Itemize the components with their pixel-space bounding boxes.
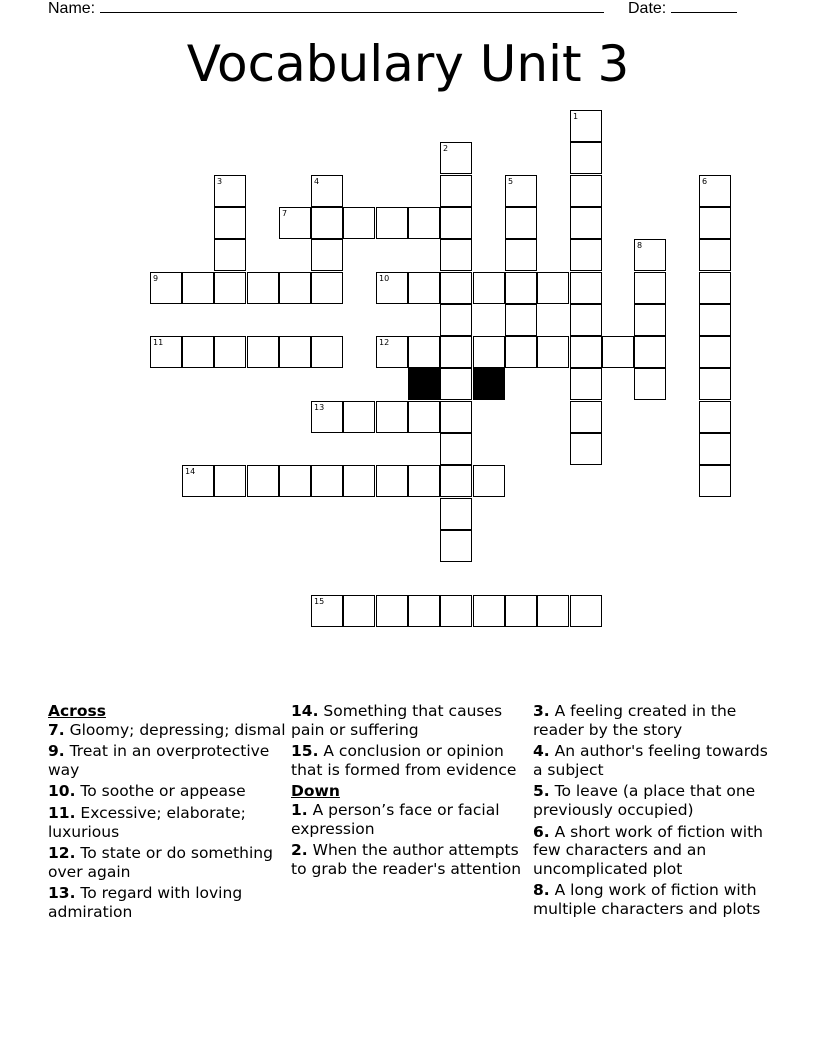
clue-text: A feeling created in the reader by the story [533,702,737,739]
crossword-cell[interactable] [473,465,505,497]
crossword-cell[interactable] [505,304,537,336]
across-clue [48,804,288,841]
crossword-cell[interactable] [505,175,537,207]
crossword-cell[interactable] [247,336,279,368]
clue-number: 4. [533,742,550,761]
crossword-cell[interactable] [473,595,505,627]
crossword-cell[interactable] [311,272,343,304]
crossword-cell[interactable] [570,207,602,239]
crossword-cell[interactable] [440,595,472,627]
crossword-cell[interactable] [440,207,472,239]
crossword-cell[interactable] [634,368,666,400]
down-clue [533,823,773,879]
crossword-cell[interactable] [634,239,666,271]
crossword-cell[interactable] [440,401,472,433]
crossword-cell[interactable] [440,175,472,207]
crossword-cell[interactable] [408,595,440,627]
black-square [473,368,505,400]
crossword-cell[interactable] [311,239,343,271]
clue-number: 1. [291,800,308,819]
crossword-cell[interactable] [602,336,634,368]
crossword-cell[interactable] [279,465,311,497]
clue-text: A short work of fiction with few characters and an uncomplicated plot [533,822,763,878]
cell-number: 9 [153,274,159,283]
crossword-cell[interactable] [311,336,343,368]
crossword-cell[interactable] [634,272,666,304]
crossword-cell[interactable] [570,304,602,336]
crossword-cell[interactable] [150,336,182,368]
crossword-cell[interactable] [699,272,731,304]
crossword-cell[interactable] [570,595,602,627]
crossword-cell[interactable] [699,433,731,465]
cell-number: 14 [185,467,196,476]
down-clue [291,801,531,838]
crossword-cell[interactable] [440,498,472,530]
clue-column-3 [533,702,773,922]
crossword-cell[interactable] [279,336,311,368]
crossword-cell[interactable] [440,304,472,336]
crossword-cell[interactable] [570,336,602,368]
crossword-cell[interactable] [570,110,602,142]
clue-number: 10. [48,782,76,801]
cell-number: 13 [314,403,325,412]
clue-text: Treat in an overprotective way [48,742,270,779]
across-clue [48,884,288,921]
crossword-cell[interactable] [440,272,472,304]
clue-number: 12. [48,844,76,863]
crossword-cell[interactable] [279,207,311,239]
crossword-cell[interactable] [279,272,311,304]
crossword-cell[interactable] [182,465,214,497]
across-clue [291,702,531,739]
clue-number: 11. [48,803,76,822]
crossword-cell[interactable] [505,239,537,271]
clue-text: An author's feeling towards a subject [533,742,768,779]
crossword-cell[interactable] [376,272,408,304]
crossword-cell[interactable] [150,272,182,304]
page-title: Vocabulary Unit 3 [186,35,630,93]
clue-text: To state or do something over again [48,844,273,881]
cell-number: 4 [314,177,320,186]
crossword-cell[interactable] [570,142,602,174]
down-clue [533,702,773,739]
crossword-cell[interactable] [537,336,569,368]
across-clue [48,742,288,779]
crossword-cell[interactable] [376,336,408,368]
crossword-cell[interactable] [247,465,279,497]
clue-number: 7. [48,720,65,739]
crossword-cell[interactable] [570,401,602,433]
crossword-cell[interactable] [634,336,666,368]
crossword-cell[interactable] [699,304,731,336]
clue-number: 6. [533,822,550,841]
clue-text: Gloomy; depressing; dismal [64,720,286,739]
down-clue [533,742,773,779]
crossword-cell[interactable] [343,207,375,239]
name-label: Name: [48,0,96,17]
crossword-cell[interactable] [311,207,343,239]
crossword-cell[interactable] [408,401,440,433]
crossword-cell[interactable] [570,368,602,400]
clue-text: When the author attempts to grab the reader's attention [291,841,522,878]
crossword-cell[interactable] [440,368,472,400]
clue-text: To regard with loving admiration [48,884,243,921]
down-clue [291,841,531,878]
crossword-cell[interactable] [376,207,408,239]
cell-number: 15 [314,597,325,606]
crossword-cell[interactable] [311,401,343,433]
crossword-cell[interactable] [505,595,537,627]
cell-number: 7 [282,209,288,218]
crossword-cell[interactable] [214,239,246,271]
clue-number: 3. [533,702,550,720]
crossword-cell[interactable] [440,239,472,271]
clue-number: 9. [48,742,65,761]
crossword-cell[interactable] [408,465,440,497]
clue-text: Excessive; elaborate; luxurious [48,803,246,841]
across-clue [291,742,531,779]
cell-number: 12 [379,338,390,347]
crossword-cell[interactable] [699,465,731,497]
crossword-cell[interactable] [311,595,343,627]
crossword-cell[interactable] [214,175,246,207]
crossword-cell[interactable] [505,207,537,239]
crossword-cell[interactable] [699,207,731,239]
crossword-cell[interactable] [182,336,214,368]
date-label: Date: [628,0,667,17]
clue-text: To leave (a place that one previously occupied) [533,782,756,819]
crossword-cell[interactable] [311,175,343,207]
crossword-cell[interactable] [214,465,246,497]
down-clue [533,782,773,819]
crossword-cell[interactable] [311,465,343,497]
crossword-cell[interactable] [699,175,731,207]
crossword-cell[interactable] [214,336,246,368]
crossword-cell[interactable] [473,336,505,368]
crossword-cell[interactable] [505,272,537,304]
across-clue [48,844,288,881]
cell-number: 3 [217,177,223,186]
cell-number: 8 [637,241,643,250]
crossword-cell[interactable] [214,207,246,239]
cell-number: 1 [573,112,579,121]
cell-number: 11 [153,338,164,347]
crossword-cell[interactable] [408,336,440,368]
crossword-cell[interactable] [699,368,731,400]
cell-number: 6 [702,177,708,186]
clue-text: A person’s face or facial expression [291,800,500,838]
crossword-cell[interactable] [343,401,375,433]
crossword-cell[interactable] [376,595,408,627]
crossword-cell[interactable] [699,401,731,433]
clue-text: A long work of fiction with multiple characters and plots [533,881,761,918]
cell-number: 2 [443,144,449,153]
crossword-cell[interactable] [343,595,375,627]
clue-number: 5. [533,782,550,801]
crossword-cell[interactable] [634,304,666,336]
clue-number: 15. [291,742,319,761]
crossword-cell[interactable] [343,465,375,497]
crossword-cell[interactable] [408,207,440,239]
crossword-cell[interactable] [570,239,602,271]
crossword-cell[interactable] [440,465,472,497]
black-square [408,368,440,400]
crossword-cell[interactable] [182,272,214,304]
clue-column-2 [291,702,531,881]
crossword-cell[interactable] [376,401,408,433]
crossword-cell[interactable] [376,465,408,497]
across-clue [48,721,288,740]
crossword-cell[interactable] [570,272,602,304]
crossword-cell[interactable] [537,272,569,304]
crossword-cell[interactable] [440,142,472,174]
crossword-cell[interactable] [440,433,472,465]
clue-text: A conclusion or opinion that is formed from evidence [291,742,517,779]
across-clue [48,782,288,801]
crossword-cell[interactable] [408,272,440,304]
cell-number: 10 [379,274,390,283]
crossword-cell[interactable] [440,336,472,368]
crossword-cell[interactable] [505,336,537,368]
cell-number: 5 [508,177,514,186]
clue-text: To soothe or appease [75,782,246,801]
crossword-cell[interactable] [699,239,731,271]
clue-column-1 [48,702,288,925]
crossword-cell[interactable] [440,530,472,562]
clue-number: 8. [533,881,550,900]
crossword-cell[interactable] [570,175,602,207]
crossword-cell[interactable] [537,595,569,627]
crossword-cell[interactable] [473,272,505,304]
down-heading: Down [291,782,340,801]
clue-number: 14. [291,702,319,720]
clue-number: 13. [48,884,76,903]
crossword-cell[interactable] [570,433,602,465]
clue-number: 2. [291,841,308,860]
down-clue [533,881,773,918]
crossword-cell[interactable] [214,272,246,304]
clue-text: Something that causes pain or suffering [291,702,503,739]
crossword-cell[interactable] [247,272,279,304]
across-heading: Across [48,702,106,720]
crossword-cell[interactable] [699,336,731,368]
